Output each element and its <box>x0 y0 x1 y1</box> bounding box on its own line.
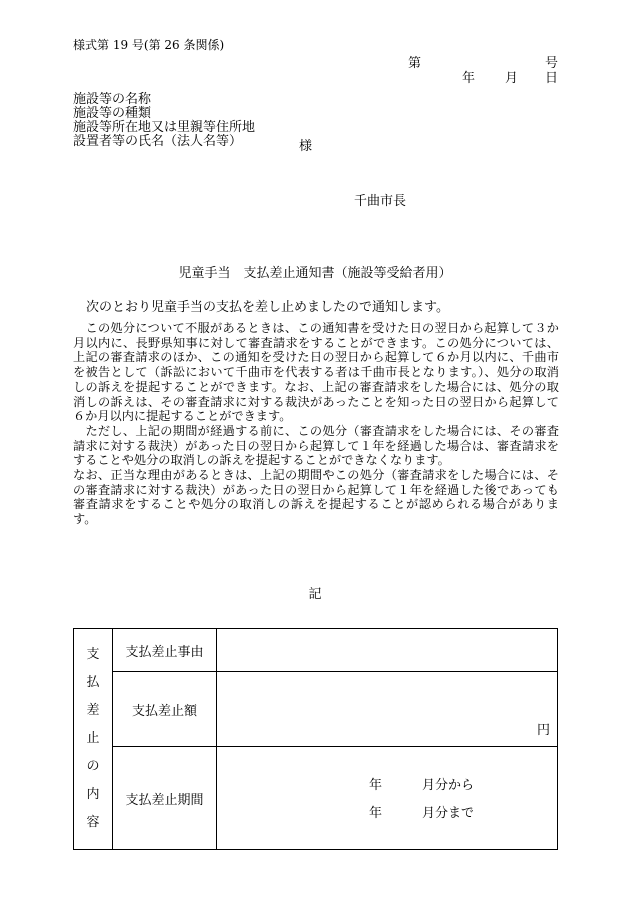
form-number: 様式第 19 号(第 26 条関係) <box>73 38 225 52</box>
table-row <box>74 629 558 672</box>
recipient-address: 施設等所在地又は里親等住所地 <box>73 120 256 135</box>
recipient-facility-type: 施設等の種類 <box>73 106 152 121</box>
amount-value <box>217 672 558 747</box>
side-header-char: の <box>86 759 100 774</box>
period-label: 支払差止期間 <box>113 747 217 850</box>
appeal-notice-text <box>73 321 559 527</box>
period-to-month: 月分まで <box>422 806 475 821</box>
date-year: 年 <box>462 71 476 86</box>
lead-sentence: 次のとおり児童手当の支払を差し止めましたので通知します。 <box>86 300 449 315</box>
document-title: 児童手当 支払差止通知書（施設等受給者用） <box>178 266 452 281</box>
side-header-char: 支 <box>86 647 100 662</box>
side-header-char: 内 <box>86 787 100 802</box>
reason-label: 支払差止事由 <box>113 629 217 672</box>
side-header-char: 止 <box>86 731 100 746</box>
document-number-prefix: 第 <box>408 56 422 71</box>
appeal-paragraph: ただし、上記の期間が経過する前に、この処分（審査請求をした場合には、その審査請求に対する裁決）があった日の翌日から起算して１年を経過した場合は、審査請求をすることや処分の取消しの訴えを提起することができなくなります。 <box>73 423 559 468</box>
amount-label: 支払差止額 <box>113 672 217 747</box>
period-to-year: 年 <box>369 806 383 821</box>
recipient-owner-name: 設置者等の氏名（法人名等） <box>73 134 243 149</box>
table-row <box>74 672 558 747</box>
recipient-block <box>73 93 255 149</box>
suspension-details-table <box>73 628 558 850</box>
recipient-facility-name: 施設等の名称 <box>73 92 152 107</box>
appeal-paragraph: なお、正当な理由があるときは、上記の期間やこの処分（審査請求をした場合には、その審査請求に対する裁決）があった日の翌日から起算して１年を経過した後であっても審査請求をすることや処分の取消しの訴えを提起することが認められる場合があります。 <box>73 468 559 527</box>
appeal-paragraph: この処分について不服があるときは、この通知書を受けた日の翌日から起算して３か月以内に、長野県知事に対して審査請求をすることができます。この処分については、上記の審査請求のほか、この通知を受けた日の翌日から起算して６か月以内に、千曲市を被告として（訴訟において千曲市を代表する者は千曲市長となります。）、処分の取消しの訴えを提起することができます。なお、上記の審査請求をした場合には、処分の取消しの訴えは、その審査請求に対する裁決があったことを知った日の翌日から起算して６か月以内に提起することができます。 <box>73 321 559 424</box>
date-month: 月 <box>505 71 519 86</box>
honorific: 様 <box>299 139 313 154</box>
side-header-char: 差 <box>86 703 100 718</box>
amount-unit: 円 <box>536 723 550 738</box>
side-header <box>74 629 113 850</box>
table-row <box>74 747 558 850</box>
period-from-month: 月分から <box>422 778 475 793</box>
side-header-char: 容 <box>86 815 100 830</box>
document-number-suffix: 号 <box>544 56 558 71</box>
side-header-char: 払 <box>86 675 100 690</box>
period-value <box>217 747 558 850</box>
period-from-year: 年 <box>369 778 383 793</box>
reason-value <box>217 629 558 672</box>
issuer: 千曲市長 <box>354 194 407 209</box>
date-day: 日 <box>544 71 558 86</box>
ki-heading: 記 <box>308 587 322 602</box>
